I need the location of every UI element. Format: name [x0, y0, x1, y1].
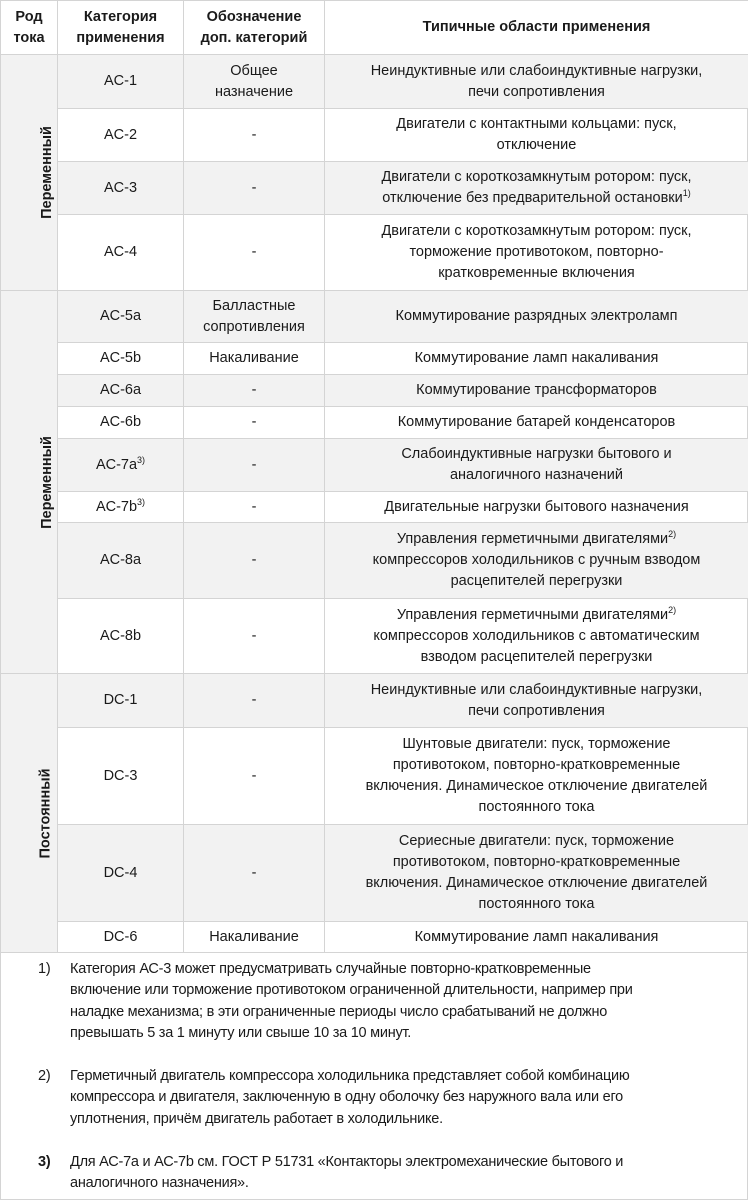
footnote-ref: 2) — [668, 529, 677, 539]
table-row — [1, 439, 748, 492]
table-row — [1, 599, 748, 674]
designation-cell: Накаливание — [184, 922, 325, 953]
header-application: Типичные области применения — [325, 1, 748, 55]
current-type-label: Переменный — [38, 126, 55, 219]
footnote-text: Герметичный двигатель компрессора холодильника представляет собой комбинацию компрессора и двигателя, заключенную в одну оболочку без наружного вала или его уплотнения, причём двигатель работает в холодильнике. — [70, 1068, 630, 1127]
footnote-number: 1) — [38, 961, 51, 977]
category-cell: DC-3 — [58, 728, 184, 825]
current-type-label: Постоянный — [37, 767, 54, 859]
category-cell: DC-6 — [58, 922, 184, 953]
application-cell: Коммутирование батарей конденсаторов — [325, 407, 748, 439]
table-row — [1, 375, 748, 407]
category-cell: AC-4 — [58, 215, 184, 291]
designation-cell: - — [184, 375, 325, 407]
category-cell: AC-5a — [58, 291, 184, 343]
footnote-text: Для АС-7а и АС-7b см. ГОСТ Р 51731 «Контакторы электромеханические бытового и аналогичного назначения». — [70, 1154, 624, 1192]
application-cell: Двигатели с короткозамкнутым ротором: пуск, отключение без предварительной остановки$^{1)}$ — [325, 162, 748, 215]
application-cell: Двигатели с контактными кольцами: пуск, отключение — [325, 109, 748, 162]
table-row — [1, 291, 748, 343]
footnote-number: 2) — [38, 1068, 51, 1084]
table-row — [1, 109, 748, 162]
table-row — [1, 492, 748, 523]
footnote-text: Категория АС-3 может предусматривать случайные повторно-кратковременные включение или торможение противотоком ограниченной длительности, например при наладке механизма; в эти ограниченные периоды число срабатываний не должно превышать 5 за 1 минуту или свыше 10 за 10 минут. — [70, 961, 633, 1041]
designation-cell: - — [184, 407, 325, 439]
table-row — [1, 825, 748, 922]
designation-cell: - — [184, 599, 325, 674]
application-cell: Управления герметичными двигателями$^{2)}$ компрессоров холодильников с ручным взводом расцепителей перегрузки — [325, 523, 748, 599]
category-cell: AC-8b — [58, 599, 184, 674]
application-cell: Двигательные нагрузки бытового назначения — [325, 492, 748, 523]
category-cell: AC-2 — [58, 109, 184, 162]
table-row — [1, 215, 748, 291]
header-category: Категория применения — [58, 1, 184, 55]
application-cell: Коммутирование разрядных электроламп — [325, 291, 748, 343]
application-cell: Коммутирование трансформаторов — [325, 375, 748, 407]
designation-cell: Общее назначение — [184, 55, 325, 109]
table-row — [1, 674, 748, 728]
footnote-ref: 2) — [668, 604, 677, 615]
designation-cell: - — [184, 439, 325, 492]
current-type-cell — [1, 291, 58, 674]
footnote-number: 3) — [38, 1154, 51, 1170]
application-cell: Коммутирование ламп накаливания — [325, 343, 748, 375]
application-cell: Сериесные двигатели: пуск, торможение противотоком, повторно-кратковременные включения. Динамическое отключение двигателей постоянного тока — [325, 825, 748, 922]
category-cell: AC-6a — [58, 375, 184, 407]
designation-cell: - — [184, 162, 325, 215]
application-cell: Неиндуктивные или слабоиндуктивные нагрузки, печи сопротивления — [325, 55, 748, 109]
header-designation: Обозначение доп. категорий — [184, 1, 325, 55]
application-cell: Шунтовые двигатели: пуск, торможение противотоком, повторно-кратковременные включения. Динамическое отключение двигателей постоянного тока — [325, 728, 748, 825]
category-cell: AC-5b — [58, 343, 184, 375]
category-cell: DC-1 — [58, 674, 184, 728]
category-cell: $AC-7b^{3)}$ — [58, 492, 184, 523]
current-type-cell — [1, 674, 58, 953]
table-row — [1, 922, 748, 953]
designation-cell: - — [184, 825, 325, 922]
category-cell: AC-3 — [58, 162, 184, 215]
application-cell: Неиндуктивные или слабоиндуктивные нагрузки, печи сопротивления — [325, 674, 748, 728]
designation-cell: Накаливание — [184, 343, 325, 375]
application-cell: Слабоиндуктивные нагрузки бытового и аналогичного назначений — [325, 439, 748, 492]
table-row — [1, 162, 748, 215]
designation-cell: - — [184, 215, 325, 291]
table-row — [1, 407, 748, 439]
designation-cell: - — [184, 492, 325, 523]
table-header-row — [1, 1, 748, 55]
footnote-ref: 3) — [137, 496, 146, 507]
current-type-label: Переменный — [38, 435, 55, 529]
category-cell: AC-1 — [58, 55, 184, 109]
designation-cell: - — [184, 674, 325, 728]
category-cell: $AC-7a^{3)}$ — [58, 439, 184, 492]
designation-cell: Балластные сопротивления — [184, 291, 325, 343]
category-cell: AC-6b — [58, 407, 184, 439]
header-current-type: Род тока — [1, 1, 58, 55]
designation-cell: - — [184, 523, 325, 599]
designation-cell: - — [184, 728, 325, 825]
footnote-ref: 1) — [682, 188, 691, 198]
designation-cell: - — [184, 109, 325, 162]
application-cell: Двигатели с короткозамкнутым ротором: пуск, торможение противотоком, повторно- кратковременные включения — [325, 215, 748, 291]
table-row — [1, 523, 748, 599]
table-row — [1, 343, 748, 375]
footnote-ref: 3) — [137, 454, 146, 465]
table-row — [1, 728, 748, 825]
category-cell: AC-8a — [58, 523, 184, 599]
table-row — [1, 55, 748, 109]
application-cell: Управления герметичными двигателями$^{2)}$ компрессоров холодильников с автоматическим взводом расцепителей перегрузки — [325, 599, 748, 674]
current-type-cell — [1, 55, 58, 291]
category-cell: DC-4 — [58, 825, 184, 922]
application-cell: Коммутирование ламп накаливания — [325, 922, 748, 953]
